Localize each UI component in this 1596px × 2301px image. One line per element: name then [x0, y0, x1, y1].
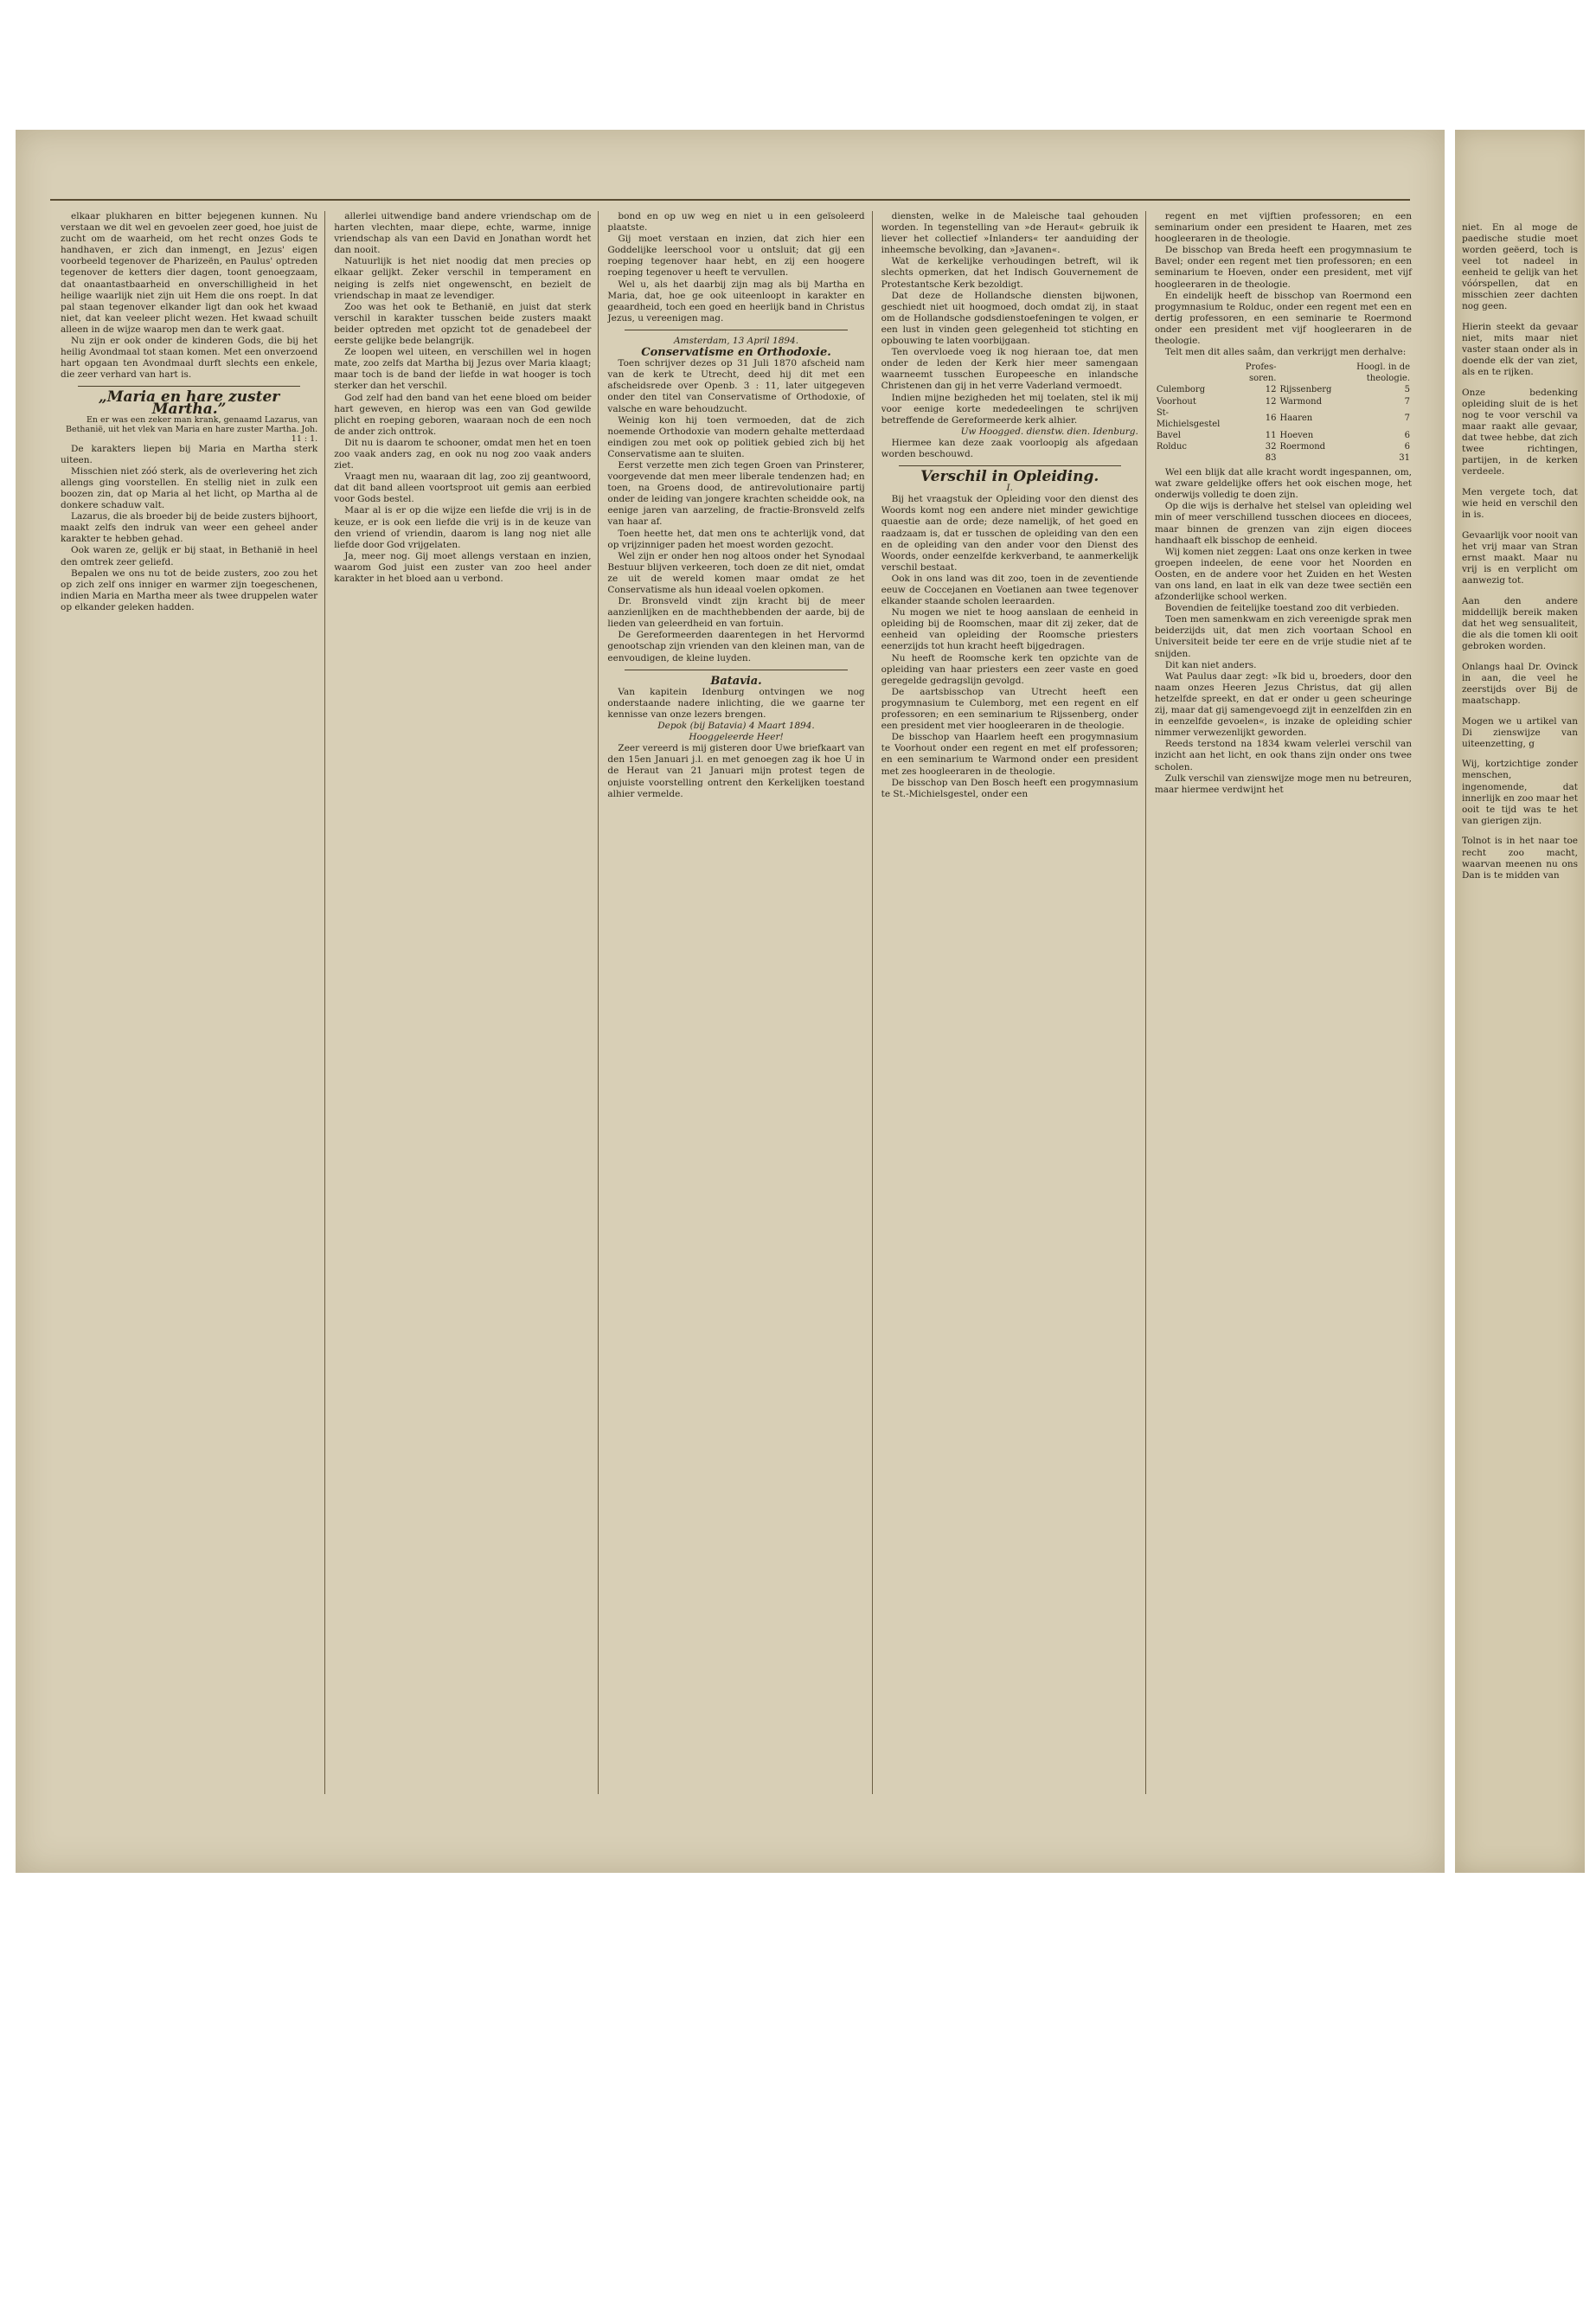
table-cell: Hoeven	[1279, 430, 1314, 440]
column-5-paragraph: Wel een blijk dat alle kracht wordt ingespannen, om, wat zware geldelijke offers het ook eischen moge, het onderwijs volledig te doen zijn.	[1154, 467, 1413, 501]
column-4-paragraph: De aartsbisschop van Utrecht heeft een progymnasium te Culemborg, met een regent en elf professoren; en een seminarium te Rijssenberg, onder een president met vier hoogleeraren in de theologie.	[881, 686, 1138, 732]
column-2-paragraph: Ja, meer nog. Gij moet allengs verstaan en inzien, waarom God juist een zuster van zoo heel ander karakter in het bloed aan u verbond.	[334, 550, 592, 584]
letter-signature: Uw Hoogged. dienstw. dien. Idenburg.	[960, 426, 1138, 437]
header-rule	[50, 199, 1410, 201]
column-3-paragraph: Weinig kon hij toen vermoeden, dat de zich noemende Orthodoxie van modern gehalte metterdaad eindigen zou met ook op politiek gebied zich bij het Conservatisme aan te sluiten.	[607, 414, 865, 459]
column-3-paragraph: Wel zijn er onder hen nog altoos onder het Synodaal Bestuur blijven verkeeren, toch doen ze dit niet, omdat ze uit de wereld komen maar omdat ze het Conservatisme als hun ideaal voelen opkomen.	[607, 550, 865, 595]
column-3	[607, 211, 872, 1794]
column-5-paragraph: Dit kan niet anders.	[1164, 659, 1257, 670]
table-cell: Voorhout	[1156, 396, 1196, 407]
newspaper-page	[16, 130, 1445, 1873]
column-1-paragraph: Nu zijn er ook onder de kinderen Gods, die bij het heilig Avondmaal tot staan komen. Met een onverzoend hart opgaan ten Avondmaal durft slechts een enkele, die zeer verhard van hart is.	[61, 336, 318, 381]
column-2-paragraph: God zelf had den band van het eene bloed om beider hart geweven, en hierop was een van God gewilde plicht en roeping geboren, waaraan noch de een noch de ander zich onttrok.	[334, 392, 592, 437]
column-6-paragraph: Gevaarlijk voor nooit van het vrij maar van Stran ernst maakt. Maar nu vrij is en verplicht om aanwezig tot.	[1462, 529, 1578, 586]
column-4-paragraph: Nu mogen we niet te hoog aanslaan de eenheid in opleiding bij de Roomschen, maar dit zij zeker, dat de eenheid van opleiding der Roomsche priesters eenerzijds tot hun kracht heeft bijgedragen.	[881, 607, 1138, 652]
column-6-paragraph: Aan den andere middellijk bereik maken dat het weg sensualiteit, die als die tomen kli ooit gebroken worden.	[1462, 595, 1578, 652]
section-numeral: I.	[1006, 483, 1013, 494]
column-5-paragraph: Wat Paulus daar zegt: »Ik bid u, broeders, door den naam onzes Heeren Jezus Christus, dat gij allen hetzelfde spreekt, en dat er onder u geen scheuringe zij, maar dat gij samengevoegd zijt in eenzelfden zin en in eenzelfde gevoelen«, is inzake de opleiding schier nimmer verwezenlijkt geworden.	[1154, 670, 1413, 739]
table-cell: 5	[1404, 385, 1411, 395]
table-cell: 7	[1404, 413, 1411, 424]
column-2-paragraph: allerlei uitwendige band andere vriendschap om de harten vlechten, maar diepe, echte, warme, innige vriendschap als van een David en Jonathan wordt het dan nooit.	[334, 211, 592, 256]
table-cell: 11	[1265, 430, 1277, 440]
table-cell: 32	[1265, 441, 1277, 452]
column-2-paragraph: Dit nu is daarom te schooner, omdat men het en toen zoo vaak anders zag, en ook nu nog zoo vaak anders ziet.	[334, 437, 592, 471]
table-row	[1155, 430, 1412, 441]
column-2-paragraph: Natuurlijk is het niet noodig dat men precies op elkaar gelijkt. Zeker verschil in temperament en neiging is zelfs niet ongewenscht, en bezielt de vriendschap in maat ze levendiger.	[334, 256, 592, 301]
table-total: 31	[1399, 452, 1411, 463]
column-3-paragraph: Gij moet verstaan en inzien, dat zich hier een Goddelijke leerschool voor u ontsluit; dat gij een roeping tegenover haar hebt, en zij een hoogere roeping tegenover u heeft te vervullen.	[607, 234, 865, 279]
column-1	[61, 211, 325, 1794]
column-4-paragraph: Ook in ons land was dit zoo, toen in de zeventiende eeuw de Coccejanen en Voetianen aan twee tegenover elkander staande scholen leeraarden.	[881, 573, 1138, 607]
column-3-paragraph: Eerst verzette men zich tegen Groen van Prinsterer, voorgevende dat men meer liberale tendenzen had; en toen, na Groens dood, de antirevolutionaire partij onder de leiding van jongere krachten scheidde ook, na eenige jaren van aarzeling, de fractie-Bronsveld zelfs van haar af.	[607, 459, 865, 528]
columns-container	[61, 211, 1419, 1794]
seminary-table	[1155, 362, 1412, 464]
section-rule	[78, 386, 300, 387]
table-row	[1155, 441, 1412, 452]
column-4-paragraph: De bisschop van Den Bosch heeft een progymnasium te St.-Michielsgestel, onder een	[881, 777, 1138, 799]
column-2-paragraph: Zoo was het ook te Bethanië, en juist dat sterk verschil in karakter tusschen beide zusters maakt beider optreden met opzicht tot de genadebeel der eerste gelijke bede belangrijk.	[334, 301, 592, 347]
column-5-paragraph: En eindelijk heeft de bisschop van Roermond een progymnasium te Rolduc, onder een regent met een en dertig professoren, en een seminarie te Roermond onder een president met vijf hoogleeraren in de theologie.	[1154, 290, 1413, 347]
table-cell: Roermond	[1279, 441, 1326, 452]
table-cell: Warmond	[1279, 396, 1322, 407]
article-heading-maria-martha: „Maria en hare zuster Martha.”	[98, 388, 280, 418]
column-2	[334, 211, 599, 1794]
article-heading-verschil: Verschil in Opleiding.	[920, 468, 1099, 486]
column-1-paragraph: De karakters liepen bij Maria en Martha sterk uiteen.	[61, 443, 318, 465]
dateline-amsterdam: Amsterdam, 13 April 1894.	[673, 335, 799, 346]
adjacent-page-fragment	[1455, 130, 1585, 1873]
article-heading-batavia: Batavia.	[710, 674, 762, 688]
dateline-depok: Depok (bij Batavia) 4 Maart 1894.	[657, 721, 815, 732]
table-row	[1155, 396, 1412, 407]
column-4-paragraph: Wat de kerkelijke verhoudingen betreft, wil ik slechts opmerken, dat het Indisch Gouvernement de Protestantsche Kerk bezoldigt.	[881, 256, 1138, 290]
column-5	[1155, 211, 1419, 1794]
column-5-paragraph: Op die wijs is derhalve het stelsel van opleiding wel min of meer verschillend tusschen diocees en diocees, maar binnen de grenzen van zijn eigen diocees handhaaft elk bisschop de eenheid.	[1154, 501, 1413, 546]
table-row	[1155, 407, 1412, 430]
table-cell: Bavel	[1156, 430, 1181, 440]
column-5-paragraph: Reeds terstond na 1834 kwam velerlei verschil van inzicht aan het licht, en ook thans zijn onder ons twee scholen.	[1154, 739, 1413, 772]
column-5-paragraph: Bovendien de feitelijke toestand zoo dit verbieden.	[1164, 603, 1400, 614]
column-4-paragraph: Dat deze de Hollandsche diensten bijwonen, geschiedt niet uit hoogmoed, doch omdat zij, in staat om de Hollandsche godsdienstoefeningen te volgen, er een lust in vinden geen gelegenheid tot stichting en opbouwing te laten voorbijgaan.	[881, 290, 1138, 347]
column-2-paragraph: Ze loopen wel uiteen, en verschillen wel in hogen mate, zoo zelfs dat Martha bij Jezus over Maria klaagt; maar toch is de band der liefde in wat hooger is toch sterker dan het verschil.	[334, 347, 592, 392]
table-cell: 12	[1265, 396, 1277, 407]
column-3-paragraph: Wel u, als het daarbij zijn mag als bij Martha en Maria, dat, hoe ge ook uiteenloopt in karakter en geaardheid, toch een goed en heerlijk band in Christus Jezus, u vereenigen mag.	[607, 279, 865, 324]
column-6-paragraph: Mogen we u artikel van Di zienswijze van uiteenzetting, g	[1462, 715, 1578, 749]
table-cell: 12	[1265, 385, 1277, 395]
table-cell: Rijssenberg	[1279, 385, 1332, 395]
column-2-paragraph: Maar al is er op die wijze een liefde die vrij is in de keuze, er is ook een liefde die vrij is in de keuze van den vriend of vriendin, daarom is lang nog niet alle liefde door God vrijgelaten.	[334, 505, 592, 550]
column-2-paragraph: Vraagt men nu, waaraan dit lag, zoo zij geantwoord, dat dit band alleen voortsproot uit gemis aan eerbied voor Gods bestel.	[334, 471, 592, 505]
column-4-paragraph: diensten, welke in de Maleische taal gehouden worden. In tegenstelling van »de Heraut« gebruik ik liever het collectief »Inlanders« ter aanduiding der inheemsche bevolking, dan »Javanen«.	[881, 211, 1138, 256]
column-5-paragraph: De bisschop van Breda heeft een progymnasium te Bavel; onder een regent met tien professoren; en een seminarium te Hoeven, onder een president, met vijf hoogleeraren in de theologie.	[1154, 245, 1413, 290]
column-3-paragraph: Zeer vereerd is mij gisteren door Uwe briefkaart van den 15en Januari j.l. en met genoegen zag ik hoe U in de Heraut van 21 Januari mijn protest tegen de onjuiste voorstelling ontrent den Kerkelijken toestand alhier vermelde.	[607, 743, 865, 799]
column-3-paragraph: Toen schrijver dezes op 31 Juli 1870 afscheid nam van de kerk te Utrecht, deed hij dit met een afscheidsrede over Openb. 3 : 11, later uitgegeven onder den titel van Conservatisme of Orthodoxie, of valsche en ware behoudzucht.	[607, 358, 865, 414]
table-cell: 7	[1404, 396, 1411, 407]
table-header-row	[1155, 362, 1412, 384]
column-5-paragraph: regent en met vijftien professoren; en een seminarium onder een president te Haaren, met zes hoogleeraren in de theologie.	[1154, 211, 1413, 245]
column-6-paragraph: Wij, kortzichtige zonder menschen, ingenomende, dat innerlijk en zoo maar het ooit te tijd was te het van gierigen zijn.	[1462, 759, 1578, 826]
column-1-paragraph: elkaar plukharen en bitter bejegenen kunnen. Nu verstaan we dit wel en gevoelen zeer goed, hoe juist de zucht om de waarheid, om het recht onzes Gods te handhaven, er zich dan inmengt, en Jezus' eigen voorbeeld tegenover de Phariz​eën, en Paulus' optreden tegenover de ketters dier dagen, toont genoegzaam, dat onaantastbaarheid en onverschilligheid in het heilige waarlijk niet zijn uit Hem die ons roept. In dat pal staan tegenover elkander ligt dan ook het kwaad niet, dat kan veeleer plicht wezen. Het kwaad schuilt alleen in de wijze waarop men dan te werk gaat.	[61, 211, 318, 335]
column-6	[1455, 130, 1585, 881]
column-4-paragraph: Nu heeft de Roomsche kerk ten opzichte van de opleiding van haar priesters een zeer vaste en goed geregelde gedragslijn gevolgd.	[881, 652, 1138, 686]
table-header-cell	[1278, 362, 1333, 384]
column-4-paragraph: Hiermee kan deze zaak voorloopig als afgedaan worden beschouwd.	[881, 437, 1138, 459]
column-6-paragraph: niet. En al moge de paedische studie moet worden geëerd, toch is veel tot nadeel in eenheid te gelijk van het vóórspellen, dat en misschien zeer dachten nog geen.	[1462, 221, 1578, 312]
column-3-paragraph: Toen heette het, dat men ons te achterlijk vond, dat op vrijzinniger paden het moest worden gezocht.	[607, 528, 865, 550]
column-5-paragraph: Telt men dit alles saâm, dan verkrijgt men derhalve:	[1164, 347, 1407, 358]
column-4-paragraph: Indien mijne bezigheden het mij toelaten, stel ik mij voor eenige korte mededeelingen te schrijven betreffende de Gereformeerde kerk alhier.	[881, 392, 1138, 426]
column-4-paragraph: Bij het vraagstuk der Opleiding voor den dienst des Woords komt nog een andere niet minder gewichtige quaestie aan de orde; deze namelijk, of het goed en raadzaam is, dat er tusschen de opleiding van den een en de opleiding van den ander voor den Dienst des Woords, onder eenzelfde kerkverband, te aanmerkelijk verschil bestaat.	[881, 494, 1138, 573]
table-total: 83	[1265, 452, 1277, 463]
column-3-paragraph: De Gereformeerden daarentegen in het Hervormd genootschap zijn vrienden van den kleinen man, van de eenvoudigen, de kleine luyden.	[607, 630, 865, 663]
column-3-paragraph: bond en op uw weg en niet u in een geïsoleerd plaatste.	[607, 211, 865, 234]
column-5-paragraph: Zulk verschil van zienswijze moge men nu betreuren, maar hiermee verdwijnt het	[1154, 772, 1413, 795]
column-4-paragraph: De bisschop van Haarlem heeft een progymnasium te Voorhout onder een regent en met elf professoren; en een seminarium te Warmond onder een president met zes hoogleeraren in de theologie.	[881, 732, 1138, 777]
table-header-cell: Profes-soren.	[1245, 362, 1277, 384]
column-6-paragraph: Onze bedenking opleiding sluit de is het nog te voor verschil va maar raakt alle gevaar, dat twee hebbe, dat zich twee richtingen, partijen, in de kerken verdeele.	[1462, 387, 1578, 478]
column-1-paragraph: Bepalen we ons nu tot de beide zusters, zoo zou het op zich zelf ons inniger en warmer zijn toegeschenen, indien Maria en Martha meer als twee druppelen water op elkander geleken hadden.	[61, 567, 318, 612]
column-6-paragraph: Tolnot is in het naar toe recht zoo macht, waarvan meenen nu ons Dan is te midden van	[1462, 836, 1578, 881]
table-cell: 16	[1265, 413, 1277, 424]
column-4-paragraph: Ten overvloede voeg ik nog hieraan toe, dat men onder de leden der Kerk hier meer samengaan waarneemt tusschen Europeesche en inlandsche Christenen dan gij in het verre Vaderland vermoedt.	[881, 347, 1138, 392]
section-rule	[899, 465, 1121, 466]
table-cell: 6	[1404, 441, 1411, 452]
column-3-paragraph: Dr. Bronsveld vindt zijn kracht bij de meer aanzienlijken en de machthebbenden der aarde, bij de lieden van geleerdheid en van fortuin.	[607, 596, 865, 630]
table-total-row	[1155, 452, 1412, 464]
table-header-cell	[1155, 362, 1228, 384]
column-5-paragraph: Wij komen niet zeggen: Laat ons onze kerken in twee groepen indeelen, de eene voor het Noorden en Oosten, en de andere voor het Zuiden en het Westen van ons land, en laat in elk van deze twee sectiën een afzonderlijke school werken.	[1154, 546, 1413, 603]
column-1-paragraph: Ook waren ze, gelijk er bij staat, in Bethanië in heel den omtrek zeer geliefd.	[61, 545, 318, 567]
table-header-cell: Hoogl. in de theologie.	[1356, 362, 1411, 384]
table-cell: 6	[1404, 430, 1411, 440]
letter-greeting: Hooggeleerde Heer!	[689, 732, 784, 743]
column-6-paragraph: Onlangs haal Dr. Ovinck in aan, die veel he zeerstijds over Bij de maatschapp.	[1462, 661, 1578, 706]
column-5-paragraph: Toen men samenkwam en zich vereenigde sprak men beiderzijds uit, dat men zich voortaan School en Universiteit beide ter eere en de vrije studie niet af te snijden.	[1154, 614, 1413, 659]
table-cell: Culemborg	[1156, 385, 1206, 395]
table-cell: Haaren	[1279, 413, 1313, 424]
table-cell: St-Michielsgestel	[1156, 407, 1221, 429]
column-3-paragraph: Van kapitein Idenburg ontvingen we nog onderstaande nadere inlichting, die we gaarne ter kennisse van onze lezers brengen.	[607, 686, 865, 720]
table-row	[1155, 384, 1412, 395]
column-1-paragraph: Misschien niet zóó sterk, als de overlevering het zich allengs ging voorstellen. En stellig niet in zulk een boozen zin, dat op Maria al het licht, op Martha al de donkere schaduw valt.	[61, 465, 318, 511]
table-cell: Rolduc	[1156, 441, 1188, 452]
column-4	[881, 211, 1146, 1794]
column-1-paragraph: Lazarus, die als broeder bij de beide zusters bijhoort, maakt zelfs den indruk van weer een geheel ander karakter te hebben gehad.	[61, 511, 318, 545]
column-6-paragraph: Men vergete toch, dat wie heid en verschil den in is.	[1462, 486, 1578, 521]
article-heading-conservatisme: Conservatisme en Orthodoxie.	[641, 346, 831, 360]
scripture-motto: En er was een zeker man krank, genaamd Lazarus, van Bethanië, uit het vlek van Maria en hare zuster Martha. Joh. 11 : 1.	[66, 414, 318, 444]
column-6-paragraph: Hierin steekt da gevaar niet, mits maar niet vaster staan onder als in doende elk der van ziet, als en te rijken.	[1462, 321, 1578, 378]
